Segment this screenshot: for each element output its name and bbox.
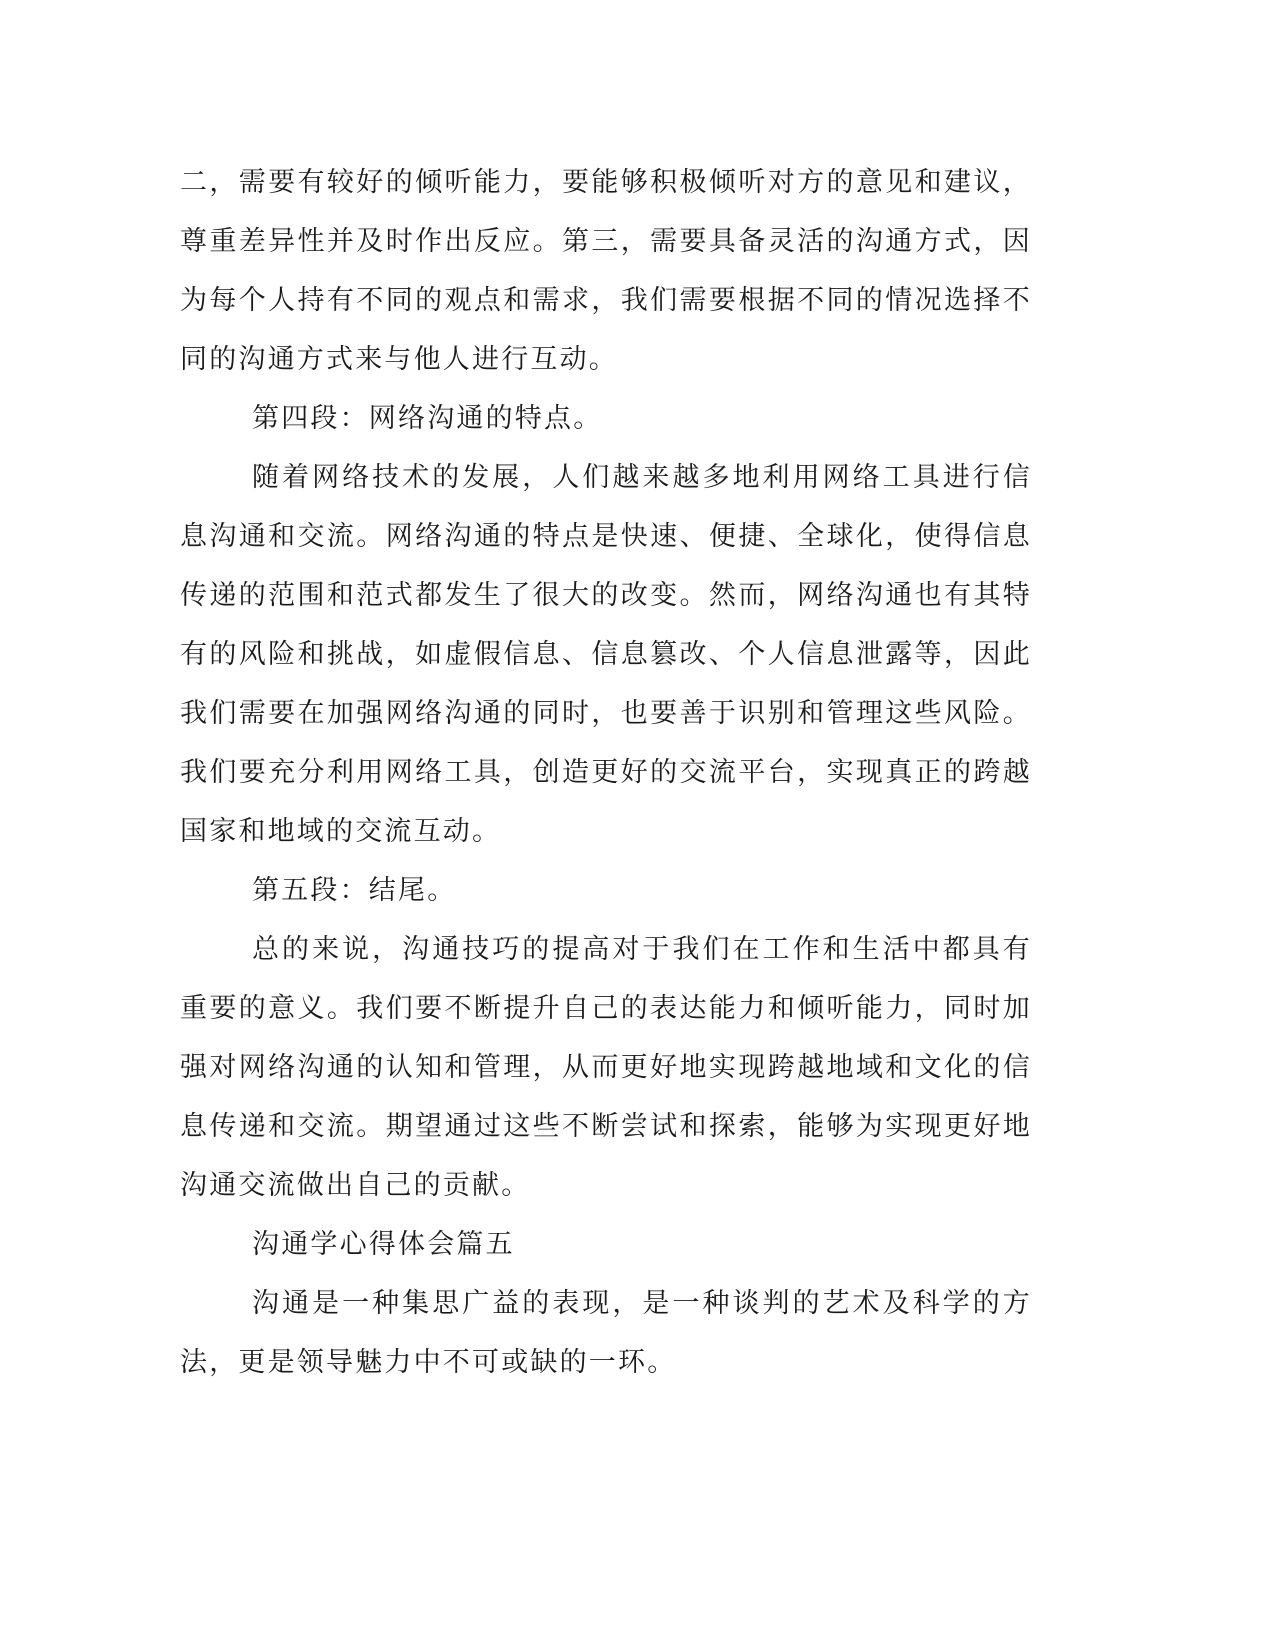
section-heading-5: 第五段：结尾。 <box>252 875 457 906</box>
document-body <box>180 153 1032 1392</box>
paragraph-conclusion: 总的来说，沟通技巧的提高对于我们在工作和生活中都具有重要的意义。我们要不断提升自己的表达能力和倾听能力，同时加强对网络沟通的认知和管理，从而更好地实现跨越地域和文化的信息传递和交流。期望通过这些不断尝试和探索，能够为实现更好地沟通交流做出自己的贡献。 <box>180 934 1032 1201</box>
paragraph-network-communication: 随着网络技术的发展，人们越来越多地利用网络工具进行信息沟通和交流。网络沟通的特点是快速、便捷、全球化，使得信息传递的范围和范式都发生了很大的改变。然而，网络沟通也有其特有的风险和挑战，如虚假信息、信息篡改、个人信息泄露等，因此我们需要在加强网络沟通的同时，也要善于识别和管理这些风险。我们要充分利用网络工具，创造更好的交流平台，实现真正的跨越国家和地域的交流互动。 <box>180 462 1032 847</box>
paragraph-intro: 沟通是一种集思广益的表现，是一种谈判的艺术及科学的方法，更是领导魅力中不可或缺的一环。 <box>180 1288 1032 1378</box>
section-heading-4: 第四段：网络沟通的特点。 <box>252 403 603 434</box>
paragraph-listening-skills: 二，需要有较好的倾听能力，要能够积极倾听对方的意见和建议，尊重差异性并及时作出反应。第三，需要具备灵活的沟通方式，因为每个人持有不同的观点和需求，我们需要根据不同的情况选择不同的沟通方式来与他人进行互动。 <box>180 167 1032 375</box>
article-title: 沟通学心得体会篇五 <box>252 1229 515 1260</box>
